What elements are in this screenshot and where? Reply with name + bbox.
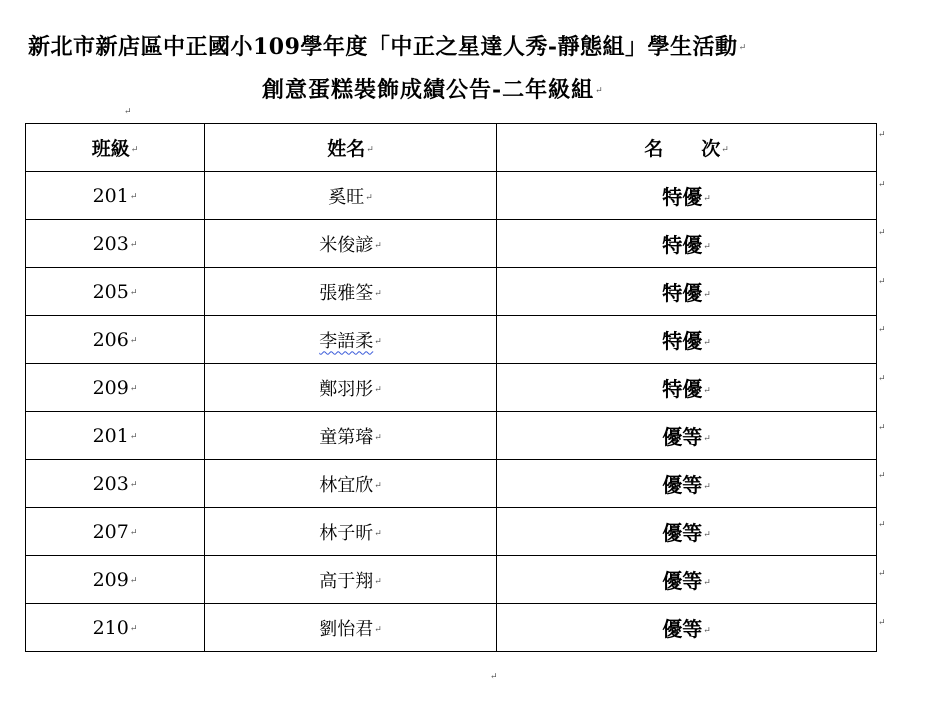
paragraph-mark-icon: ↵ (129, 479, 138, 490)
paragraph-mark-icon: ↵ (129, 239, 138, 250)
rank-cell: 特優↵ (497, 316, 877, 364)
rank-cell: 特優↵ (497, 172, 877, 220)
end-of-row-mark-icon: ↵ (878, 325, 886, 335)
table-row (26, 268, 877, 316)
paragraph-mark-icon: ↵ (374, 288, 382, 299)
end-of-row-mark-icon: ↵ (878, 277, 886, 287)
student-name-cell: 劉怡君↵ (205, 604, 497, 652)
spellcheck-underline: 李語柔 (319, 330, 374, 352)
paragraph-mark-icon: ↵ (490, 672, 498, 682)
table-header-row (26, 124, 877, 172)
paragraph-mark-icon: ↵ (374, 240, 382, 251)
rank-cell: 優等↵ (497, 412, 877, 460)
end-of-row-mark-icon: ↵ (878, 180, 886, 190)
paragraph-mark-icon: ↵ (703, 433, 711, 444)
table-row (26, 604, 877, 652)
table-row (26, 508, 877, 556)
end-of-row-mark-icon: ↵ (878, 130, 886, 140)
paragraph-mark-icon: ↵ (703, 481, 711, 492)
paragraph-mark-icon: ↵ (703, 529, 711, 540)
paragraph-mark-icon: ↵ (703, 289, 711, 300)
end-of-row-mark-icon: ↵ (878, 228, 886, 238)
paragraph-mark-icon: ↵ (374, 528, 382, 539)
paragraph-mark-icon: ↵ (129, 575, 138, 586)
table-row (26, 172, 877, 220)
paragraph-mark-icon: ↵ (374, 624, 382, 635)
student-name-cell: 張雅筌↵ (205, 268, 497, 316)
table-row (26, 316, 877, 364)
class-cell: 201↵ (26, 172, 205, 220)
student-name-cell (205, 316, 497, 364)
paragraph-mark-icon: ↵ (703, 193, 711, 204)
paragraph-mark-icon: ↵ (129, 335, 138, 346)
student-name-cell: 童第璿↵ (205, 412, 497, 460)
student-name-cell: 鄭羽彤↵ (205, 364, 497, 412)
rank-cell: 特優↵ (497, 364, 877, 412)
rank-cell: 優等↵ (497, 604, 877, 652)
paragraph-mark-icon: ↵ (374, 384, 382, 395)
student-name-cell: 高于翔↵ (205, 556, 497, 604)
class-cell: 207↵ (26, 508, 205, 556)
paragraph-mark-icon: ↵ (703, 625, 711, 636)
paragraph-mark-icon: ↵ (721, 145, 729, 155)
paragraph-mark-icon: ↵ (374, 336, 382, 347)
student-name-cell: 林宜欣↵ (205, 460, 497, 508)
paragraph-mark-icon: ↵ (703, 337, 711, 348)
class-cell: 209↵ (26, 556, 205, 604)
table-row (26, 412, 877, 460)
paragraph-mark-icon: ↵ (129, 287, 138, 298)
announcement-title-line2: 創意蛋糕裝飾成績公告-二年級組↵ (262, 77, 604, 103)
table-row (26, 556, 877, 604)
paragraph-mark-icon: ↵ (703, 385, 711, 396)
class-cell: 209↵ (26, 364, 205, 412)
paragraph-mark-icon: ↵ (129, 191, 138, 202)
paragraph-mark-icon: ↵ (703, 577, 711, 588)
rank-cell: 優等↵ (497, 556, 877, 604)
paragraph-mark-icon: ↵ (703, 241, 711, 252)
header-name: 姓名↵ (205, 124, 497, 172)
results-table (25, 123, 877, 652)
paragraph-mark-icon: ↵ (374, 480, 382, 491)
rank-cell: 優等↵ (497, 460, 877, 508)
class-cell: 205↵ (26, 268, 205, 316)
paragraph-mark-icon: ↵ (129, 527, 138, 538)
end-of-row-mark-icon: ↵ (878, 520, 886, 530)
paragraph-mark-icon: ↵ (365, 192, 373, 203)
table-row (26, 364, 877, 412)
end-of-row-mark-icon: ↵ (878, 569, 886, 579)
student-name-cell: 奚旺↵ (205, 172, 497, 220)
class-cell: 203↵ (26, 460, 205, 508)
paragraph-mark-icon: ↵ (738, 43, 747, 53)
paragraph-mark-icon: ↵ (129, 431, 138, 442)
announcement-title-line1: 新北市新店區中正國小109學年度「中正之星達人秀-靜態組」學生活動↵ (28, 34, 747, 60)
paragraph-mark-icon: ↵ (124, 107, 132, 117)
class-cell: 203↵ (26, 220, 205, 268)
paragraph-mark-icon: ↵ (595, 86, 604, 96)
paragraph-mark-icon: ↵ (374, 576, 382, 587)
end-of-row-mark-icon: ↵ (878, 423, 886, 433)
paragraph-mark-icon: ↵ (129, 383, 138, 394)
paragraph-mark-icon: ↵ (366, 145, 374, 155)
end-of-row-mark-icon: ↵ (878, 374, 886, 384)
class-cell: 210↵ (26, 604, 205, 652)
header-class: 班級↵ (26, 124, 205, 172)
student-name-cell: 米俊諺↵ (205, 220, 497, 268)
rank-cell: 特優↵ (497, 268, 877, 316)
paragraph-mark-icon: ↵ (130, 145, 139, 155)
class-cell: 201↵ (26, 412, 205, 460)
paragraph-mark-icon: ↵ (374, 432, 382, 443)
rank-cell: 特優↵ (497, 220, 877, 268)
paragraph-mark-icon: ↵ (129, 623, 138, 634)
header-rank: 名 次↵ (497, 124, 877, 172)
rank-cell: 優等↵ (497, 508, 877, 556)
end-of-row-mark-icon: ↵ (878, 471, 886, 481)
student-name-cell: 林子昕↵ (205, 508, 497, 556)
class-cell: 206↵ (26, 316, 205, 364)
end-of-row-mark-icon: ↵ (878, 618, 886, 628)
table-row (26, 220, 877, 268)
table-row (26, 460, 877, 508)
